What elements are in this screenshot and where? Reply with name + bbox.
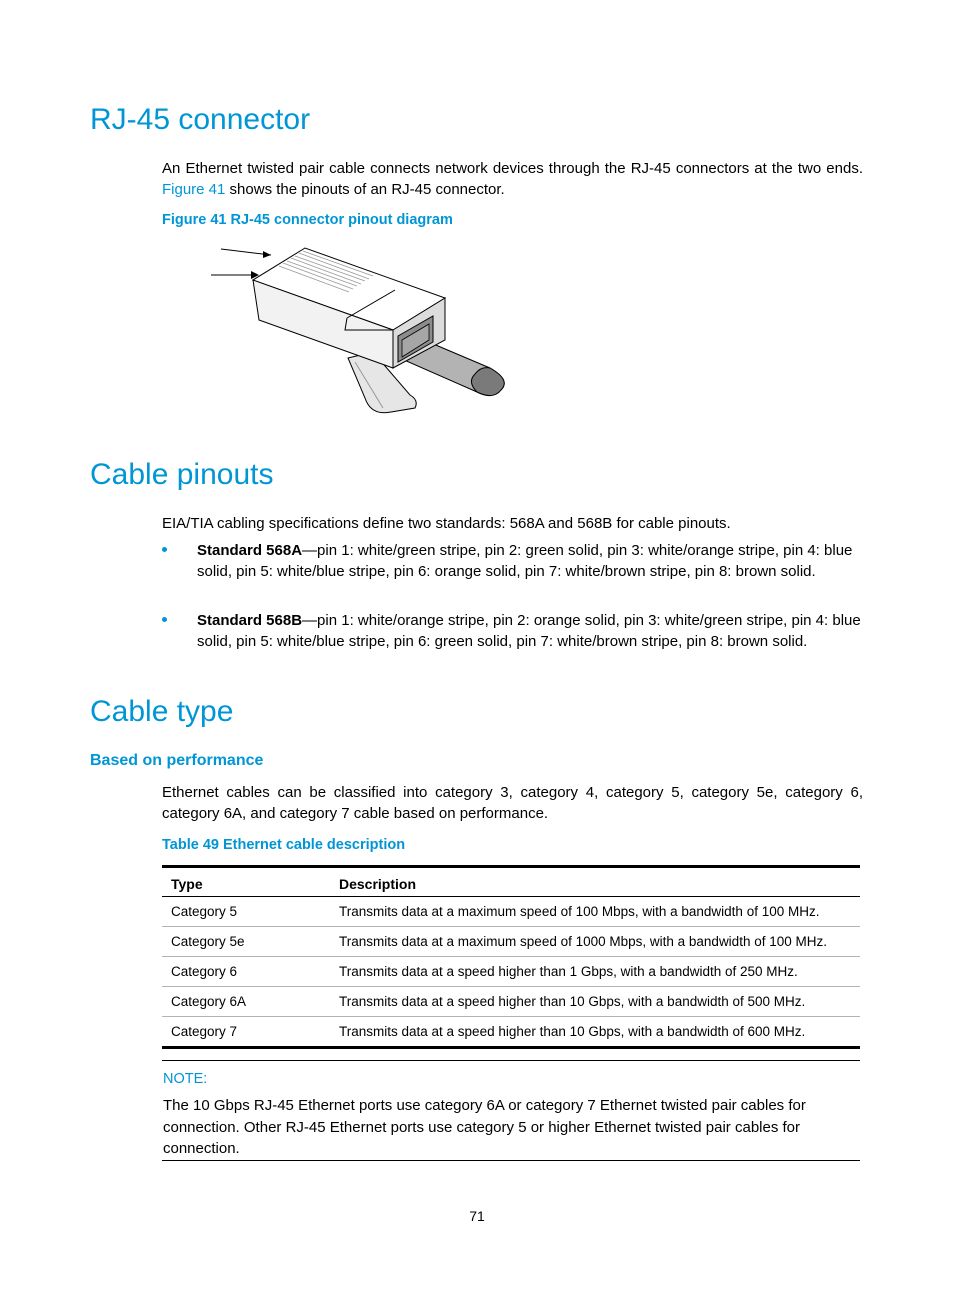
bullet-text bbox=[197, 540, 863, 582]
table-row bbox=[162, 1017, 860, 1048]
bullet-term: Standard 568A bbox=[197, 542, 303, 559]
bullet-description: —pin 1: white/green stripe, pin 2: green solid, pin 3: white/orange stripe, pin 4: blue solid, pin 5: white/blue stripe, pin 6: orange solid, pin 7: white/brown stripe, pin 8: brown solid. bbox=[197, 542, 853, 580]
bullet-dot-icon bbox=[162, 547, 167, 552]
bullet-dot-icon bbox=[162, 617, 167, 622]
bullet-term: Standard 568B bbox=[197, 612, 303, 629]
table-row bbox=[162, 897, 860, 927]
cable-type-intro: Ethernet cables can be classified into category 3, category 4, category 5, category 5e, category 6, category 6A, and category 7 cable based on performance. bbox=[162, 784, 863, 822]
note-box bbox=[162, 1060, 860, 1161]
heading-cable-type: Cable type bbox=[90, 695, 234, 728]
cell-type: Category 5 bbox=[162, 897, 330, 927]
heading-cable-pinouts: Cable pinouts bbox=[90, 458, 274, 491]
bullet-text bbox=[197, 610, 863, 652]
rj45-intro-text: An Ethernet twisted pair cable connects network devices through the RJ-45 connectors at the two ends. bbox=[162, 160, 863, 177]
table-caption: Table 49 Ethernet cable description bbox=[162, 837, 406, 853]
cell-description: Transmits data at a speed higher than 1 Gbps, with a bandwidth of 250 MHz. bbox=[330, 957, 860, 987]
table-header-row bbox=[162, 867, 860, 897]
column-header-description: Description bbox=[339, 876, 417, 892]
heading-rj45-connector: RJ-45 connector bbox=[90, 103, 311, 136]
table-row bbox=[162, 957, 860, 987]
cell-type: Category 6 bbox=[162, 957, 330, 987]
cell-description: Transmits data at a speed higher than 10 Gbps, with a bandwidth of 500 MHz. bbox=[330, 987, 860, 1017]
rj45-intro-text-end: shows the pinouts of an RJ-45 connector. bbox=[229, 181, 505, 198]
rj45-intro-paragraph bbox=[162, 158, 863, 200]
table-row bbox=[162, 987, 860, 1017]
cell-description: Transmits data at a maximum speed of 1000 Mbps, with a bandwidth of 100 MHz. bbox=[330, 927, 860, 957]
rj45-connector-illustration bbox=[205, 240, 515, 420]
pinouts-intro: EIA/TIA cabling specifications define two standards: 568A and 568B for cable pinouts. bbox=[162, 515, 731, 532]
figure-41-link[interactable]: Figure 41 bbox=[162, 181, 226, 198]
bullet-description: —pin 1: white/orange stripe, pin 2: orange solid, pin 3: white/green stripe, pin 4: blue solid, pin 5: white/blue stripe, pin 6: green solid, pin 7: white/brown stripe, pin 8: brown solid. bbox=[197, 612, 861, 650]
cell-type: Category 5e bbox=[162, 927, 330, 957]
list-item-568a bbox=[162, 540, 863, 582]
cell-type: Category 6A bbox=[162, 987, 330, 1017]
cell-type: Category 7 bbox=[162, 1017, 330, 1048]
column-header-type: Type bbox=[171, 876, 203, 892]
table-row bbox=[162, 927, 860, 957]
cell-description: Transmits data at a maximum speed of 100 Mbps, with a bandwidth of 100 MHz. bbox=[330, 897, 860, 927]
note-label: NOTE: bbox=[163, 1071, 208, 1087]
ethernet-cable-table bbox=[162, 865, 860, 1049]
figure-caption: Figure 41 RJ-45 connector pinout diagram bbox=[162, 212, 453, 228]
note-text: The 10 Gbps RJ-45 Ethernet ports use category 6A or category 7 Ethernet twisted pair cables for connection. Other RJ-45 Ethernet ports use category 5 or higher Ethernet twisted pair cables for connection. bbox=[163, 1097, 806, 1157]
cell-description: Transmits data at a speed higher than 10 Gbps, with a bandwidth of 600 MHz. bbox=[330, 1017, 860, 1048]
subheading-based-on-performance: Based on performance bbox=[90, 752, 264, 769]
list-item-568b bbox=[162, 610, 863, 652]
page-number: 71 bbox=[469, 1208, 485, 1224]
